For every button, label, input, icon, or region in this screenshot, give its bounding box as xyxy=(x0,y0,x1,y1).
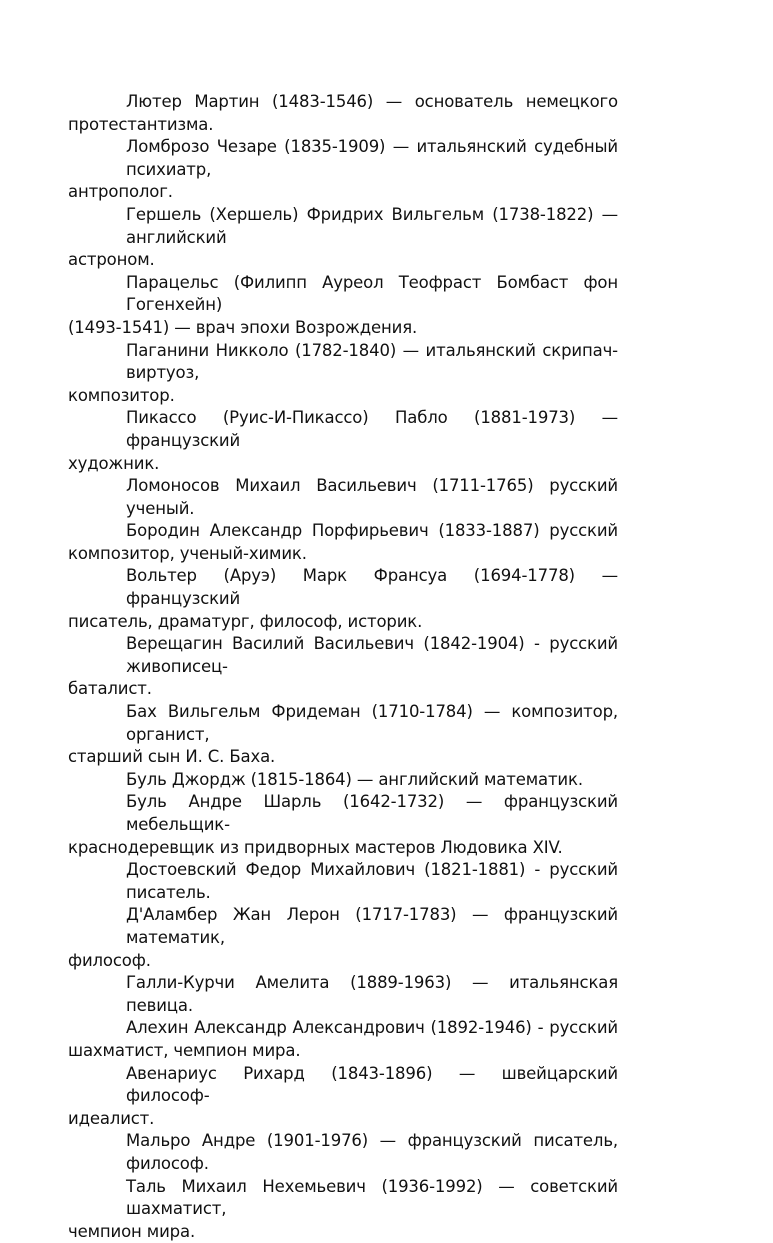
entry-first-line: Верещагин Василий Васильевич (1842-1904) - русский живописец- xyxy=(126,633,618,678)
entry-first-line: Д'Аламбер Жан Лерон (1717-1783) — французский математик, xyxy=(126,904,618,949)
entry-first-line: Буль Джордж (1815-1864) — английский математик. xyxy=(126,769,618,792)
entry-luther xyxy=(126,91,618,136)
entry-first-line: Лютер Мартин (1483-1546) — основатель немецкого xyxy=(126,91,618,114)
entry-dalembert xyxy=(126,904,618,972)
entry-tal xyxy=(126,1176,618,1243)
entry-first-line: Бородин Александр Порфирьевич (1833-1887) русский xyxy=(126,520,618,543)
entry-first-line: Гершель (Хершель) Фридрих Вильгельм (1738-1822) — английский xyxy=(126,204,618,249)
entry-first-line: Бах Вильгельм Фридеман (1710-1784) — композитор, органист, xyxy=(126,701,618,746)
entry-first-line: Ломброзо Чезаре (1835-1909) — итальянский судебный психиатр, xyxy=(126,136,618,181)
entry-galli-curci xyxy=(126,972,618,1017)
entry-continuation: философ. xyxy=(68,950,618,973)
entry-continuation: антрополог. xyxy=(68,181,618,204)
entry-continuation: старший сын И. С. Баха. xyxy=(68,746,618,769)
entry-first-line: Авенариус Рихард (1843-1896) — швейцарский философ- xyxy=(126,1063,618,1108)
entry-continuation: идеалист. xyxy=(68,1108,618,1131)
entry-picasso xyxy=(126,407,618,475)
entry-continuation: чемпион мира. xyxy=(68,1221,618,1243)
entry-first-line: Вольтер (Аруэ) Марк Франсуа (1694-1778) — французский xyxy=(126,565,618,610)
entry-herschel xyxy=(126,204,618,272)
entry-continuation: краснодеревщик из придворных мастеров Людовика XIV. xyxy=(68,837,618,860)
entry-continuation: (1493-1541) — врач эпохи Возрождения. xyxy=(68,317,618,340)
entry-paganini xyxy=(126,340,618,408)
entry-continuation: шахматист, чемпион мира. xyxy=(68,1040,618,1063)
entry-continuation: композитор, ученый-химик. xyxy=(68,543,618,566)
entry-first-line: Галли-Курчи Амелита (1889-1963) — итальянская певица. xyxy=(126,972,618,1017)
entry-boulle-andre xyxy=(126,791,618,859)
entry-continuation: баталист. xyxy=(68,678,618,701)
entry-paracelsus xyxy=(126,272,618,340)
entry-continuation: композитор. xyxy=(68,385,618,408)
entry-avenarius xyxy=(126,1063,618,1131)
entry-continuation: протестантизма. xyxy=(68,114,618,137)
entry-first-line: Пикассо (Руис-И-Пикассо) Пабло (1881-1973) — французский xyxy=(126,407,618,452)
entry-first-line: Мальро Андре (1901-1976) — французский писатель, философ. xyxy=(126,1130,618,1175)
entry-continuation: художник. xyxy=(68,453,618,476)
biography-list xyxy=(68,91,618,1243)
entry-first-line: Парацельс (Филипп Ауреол Теофраст Бомбаст фон Гогенхейн) xyxy=(126,272,618,317)
entry-continuation: писатель, драматург, философ, историк. xyxy=(68,611,618,634)
entry-first-line: Достоевский Федор Михайлович (1821-1881) - русский писатель. xyxy=(126,859,618,904)
entry-continuation: астроном. xyxy=(68,249,618,272)
entry-dostoevsky xyxy=(126,859,618,904)
entry-lomonosov xyxy=(126,475,618,520)
entry-malraux xyxy=(126,1130,618,1175)
entry-first-line: Таль Михаил Нехемьевич (1936-1992) — советский шахматист, xyxy=(126,1176,618,1221)
entry-boole-george xyxy=(126,769,618,792)
entry-alekhine xyxy=(126,1017,618,1062)
entry-bach xyxy=(126,701,618,769)
entry-first-line: Алехин Александр Александрович (1892-1946) - русский xyxy=(126,1017,618,1040)
entry-first-line: Ломоносов Михаил Васильевич (1711-1765) русский ученый. xyxy=(126,475,618,520)
entry-first-line: Паганини Никколо (1782-1840) — итальянский скрипач-виртуоз, xyxy=(126,340,618,385)
entry-borodin xyxy=(126,520,618,565)
entry-first-line: Буль Андре Шарль (1642-1732) — французский мебельщик- xyxy=(126,791,618,836)
entry-lombroso xyxy=(126,136,618,204)
entry-vereshchagin xyxy=(126,633,618,701)
entry-voltaire xyxy=(126,565,618,633)
